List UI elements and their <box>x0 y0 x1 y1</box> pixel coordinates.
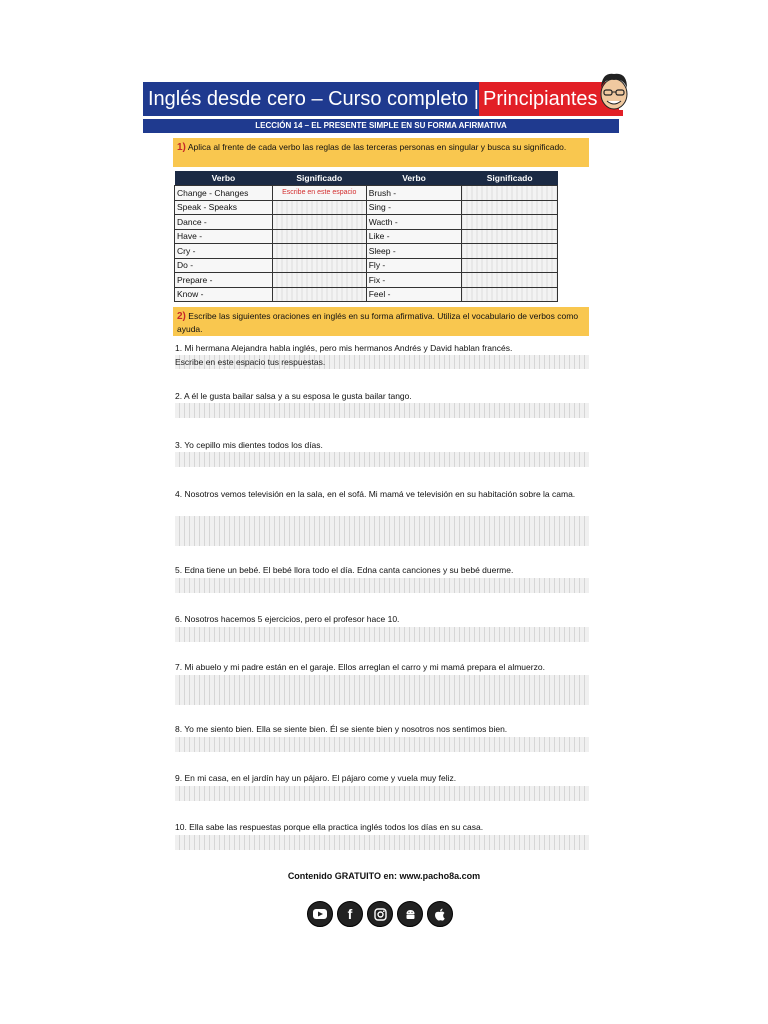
table-row <box>175 273 558 288</box>
lesson-title: LECCIÓN 14 – EL PRESENTE SIMPLE EN SU FORMA AFIRMATIVA <box>143 119 619 133</box>
answer-area-3[interactable] <box>175 452 589 467</box>
table-row <box>175 229 558 244</box>
verb-cell: Know - <box>175 287 273 302</box>
verb-cell: Do - <box>175 258 273 273</box>
answer-area-9[interactable] <box>175 786 589 801</box>
verb-cell: Fix - <box>366 273 462 288</box>
verb-cell: Brush - <box>366 186 462 201</box>
sentence-4: 4. Nosotros vemos televisión en la sala, en el sofá. Mi mamá ve televisión en su habitación sobre la cama. <box>175 489 576 499</box>
answer-area-10[interactable] <box>175 835 589 850</box>
verb-cell: Dance - <box>175 215 273 230</box>
meaning-input[interactable] <box>272 273 366 288</box>
sentence-3: 3. Yo cepillo mis dientes todos los días. <box>175 440 323 450</box>
instructor-avatar-icon <box>596 70 632 116</box>
header-verbo-2: Verbo <box>366 171 462 186</box>
section2-number: 2) <box>177 311 186 322</box>
verb-cell: Feel - <box>366 287 462 302</box>
verb-cell: Have - <box>175 229 273 244</box>
meaning-input[interactable] <box>462 186 558 201</box>
meaning-input[interactable] <box>272 258 366 273</box>
table-row <box>175 244 558 259</box>
facebook-icon[interactable]: f <box>337 901 363 927</box>
sentence-1: 1. Mi hermana Alejandra habla inglés, pero mis hermanos Andrés y David hablan francés. <box>175 343 513 353</box>
meaning-input[interactable] <box>462 200 558 215</box>
social-icons <box>307 901 453 927</box>
sentence-10: 10. Ella sabe las respuestas porque ella practica inglés todos los días en su casa. <box>175 822 484 832</box>
answer-area-4[interactable] <box>175 516 589 546</box>
sentence-2: 2. A él le gusta bailar salsa y a su esposa le gusta bailar tango. <box>175 391 412 401</box>
verb-table <box>174 171 558 302</box>
meaning-hint[interactable]: Escribe en este espacio <box>272 186 366 201</box>
section2-instruction: Escribe las siguientes oraciones en inglés en su forma afirmativa. Utiliza el vocabulario de verbos como ayuda. <box>177 311 579 334</box>
youtube-icon[interactable] <box>307 901 333 927</box>
section1-instruction-box <box>173 138 589 167</box>
footer-text: Contenido GRATUITO en: www.pacho8a.com <box>287 871 481 881</box>
answer-area-5[interactable] <box>175 578 589 593</box>
meaning-input[interactable] <box>462 229 558 244</box>
answer-area-2[interactable] <box>175 403 589 418</box>
header-significado-1: Significado <box>272 171 366 186</box>
instagram-icon[interactable] <box>367 901 393 927</box>
apple-icon[interactable] <box>427 901 453 927</box>
meaning-input[interactable] <box>272 215 366 230</box>
meaning-input[interactable] <box>272 229 366 244</box>
table-row <box>175 287 558 302</box>
header-verbo-1: Verbo <box>175 171 273 186</box>
answer-area-6[interactable] <box>175 627 589 642</box>
table-row <box>175 186 558 201</box>
meaning-input[interactable] <box>272 244 366 259</box>
table-row <box>175 200 558 215</box>
meaning-input[interactable] <box>462 273 558 288</box>
answer-area-7[interactable] <box>175 675 589 705</box>
table-row <box>175 258 558 273</box>
verb-cell: Fly - <box>366 258 462 273</box>
meaning-input[interactable] <box>462 215 558 230</box>
verb-cell: Wacth - <box>366 215 462 230</box>
meaning-input[interactable] <box>272 287 366 302</box>
meaning-input[interactable] <box>462 287 558 302</box>
answer-area-8[interactable] <box>175 737 589 752</box>
verb-cell: Speak - Speaks <box>175 200 273 215</box>
course-banner <box>143 82 619 116</box>
section2-instruction-box <box>173 307 589 336</box>
section1-number: 1) <box>177 142 186 153</box>
verb-cell: Cry - <box>175 244 273 259</box>
course-title: Inglés desde cero – Curso completo | <box>143 82 479 116</box>
sentence-6: 6. Nosotros hacemos 5 ejercicios, pero el profesor hace 10. <box>175 614 400 624</box>
table-row <box>175 215 558 230</box>
header-significado-2: Significado <box>462 171 558 186</box>
verb-cell: Change - Changes <box>175 186 273 201</box>
answer-hint: Escribe en este espacio tus respuestas. <box>175 357 326 367</box>
sentence-5: 5. Edna tiene un bebé. El bebé llora todo el día. Edna canta canciones y su bebé duerme. <box>175 565 514 575</box>
section1-instruction: Aplica al frente de cada verbo las reglas de las terceras personas en singular y busca su significado. <box>187 142 567 152</box>
sentence-7: 7. Mi abuelo y mi padre están en el garaje. Ellos arreglan el carro y mi mamá prepara el almuerzo. <box>175 662 545 672</box>
sentence-8: 8. Yo me siento bien. Ella se siente bien. Él se siente bien y nosotros nos sentimos bien. <box>175 724 508 734</box>
android-icon[interactable] <box>397 901 423 927</box>
verb-cell: Prepare - <box>175 273 273 288</box>
sentence-9: 9. En mi casa, en el jardín hay un pájaro. El pájaro come y vuela muy feliz. <box>175 773 457 783</box>
verb-cell: Sleep - <box>366 244 462 259</box>
meaning-input[interactable] <box>462 258 558 273</box>
meaning-input[interactable] <box>462 244 558 259</box>
verb-cell: Like - <box>366 229 462 244</box>
verb-cell: Sing - <box>366 200 462 215</box>
meaning-input[interactable] <box>272 200 366 215</box>
course-level: Principiantes <box>479 82 619 116</box>
